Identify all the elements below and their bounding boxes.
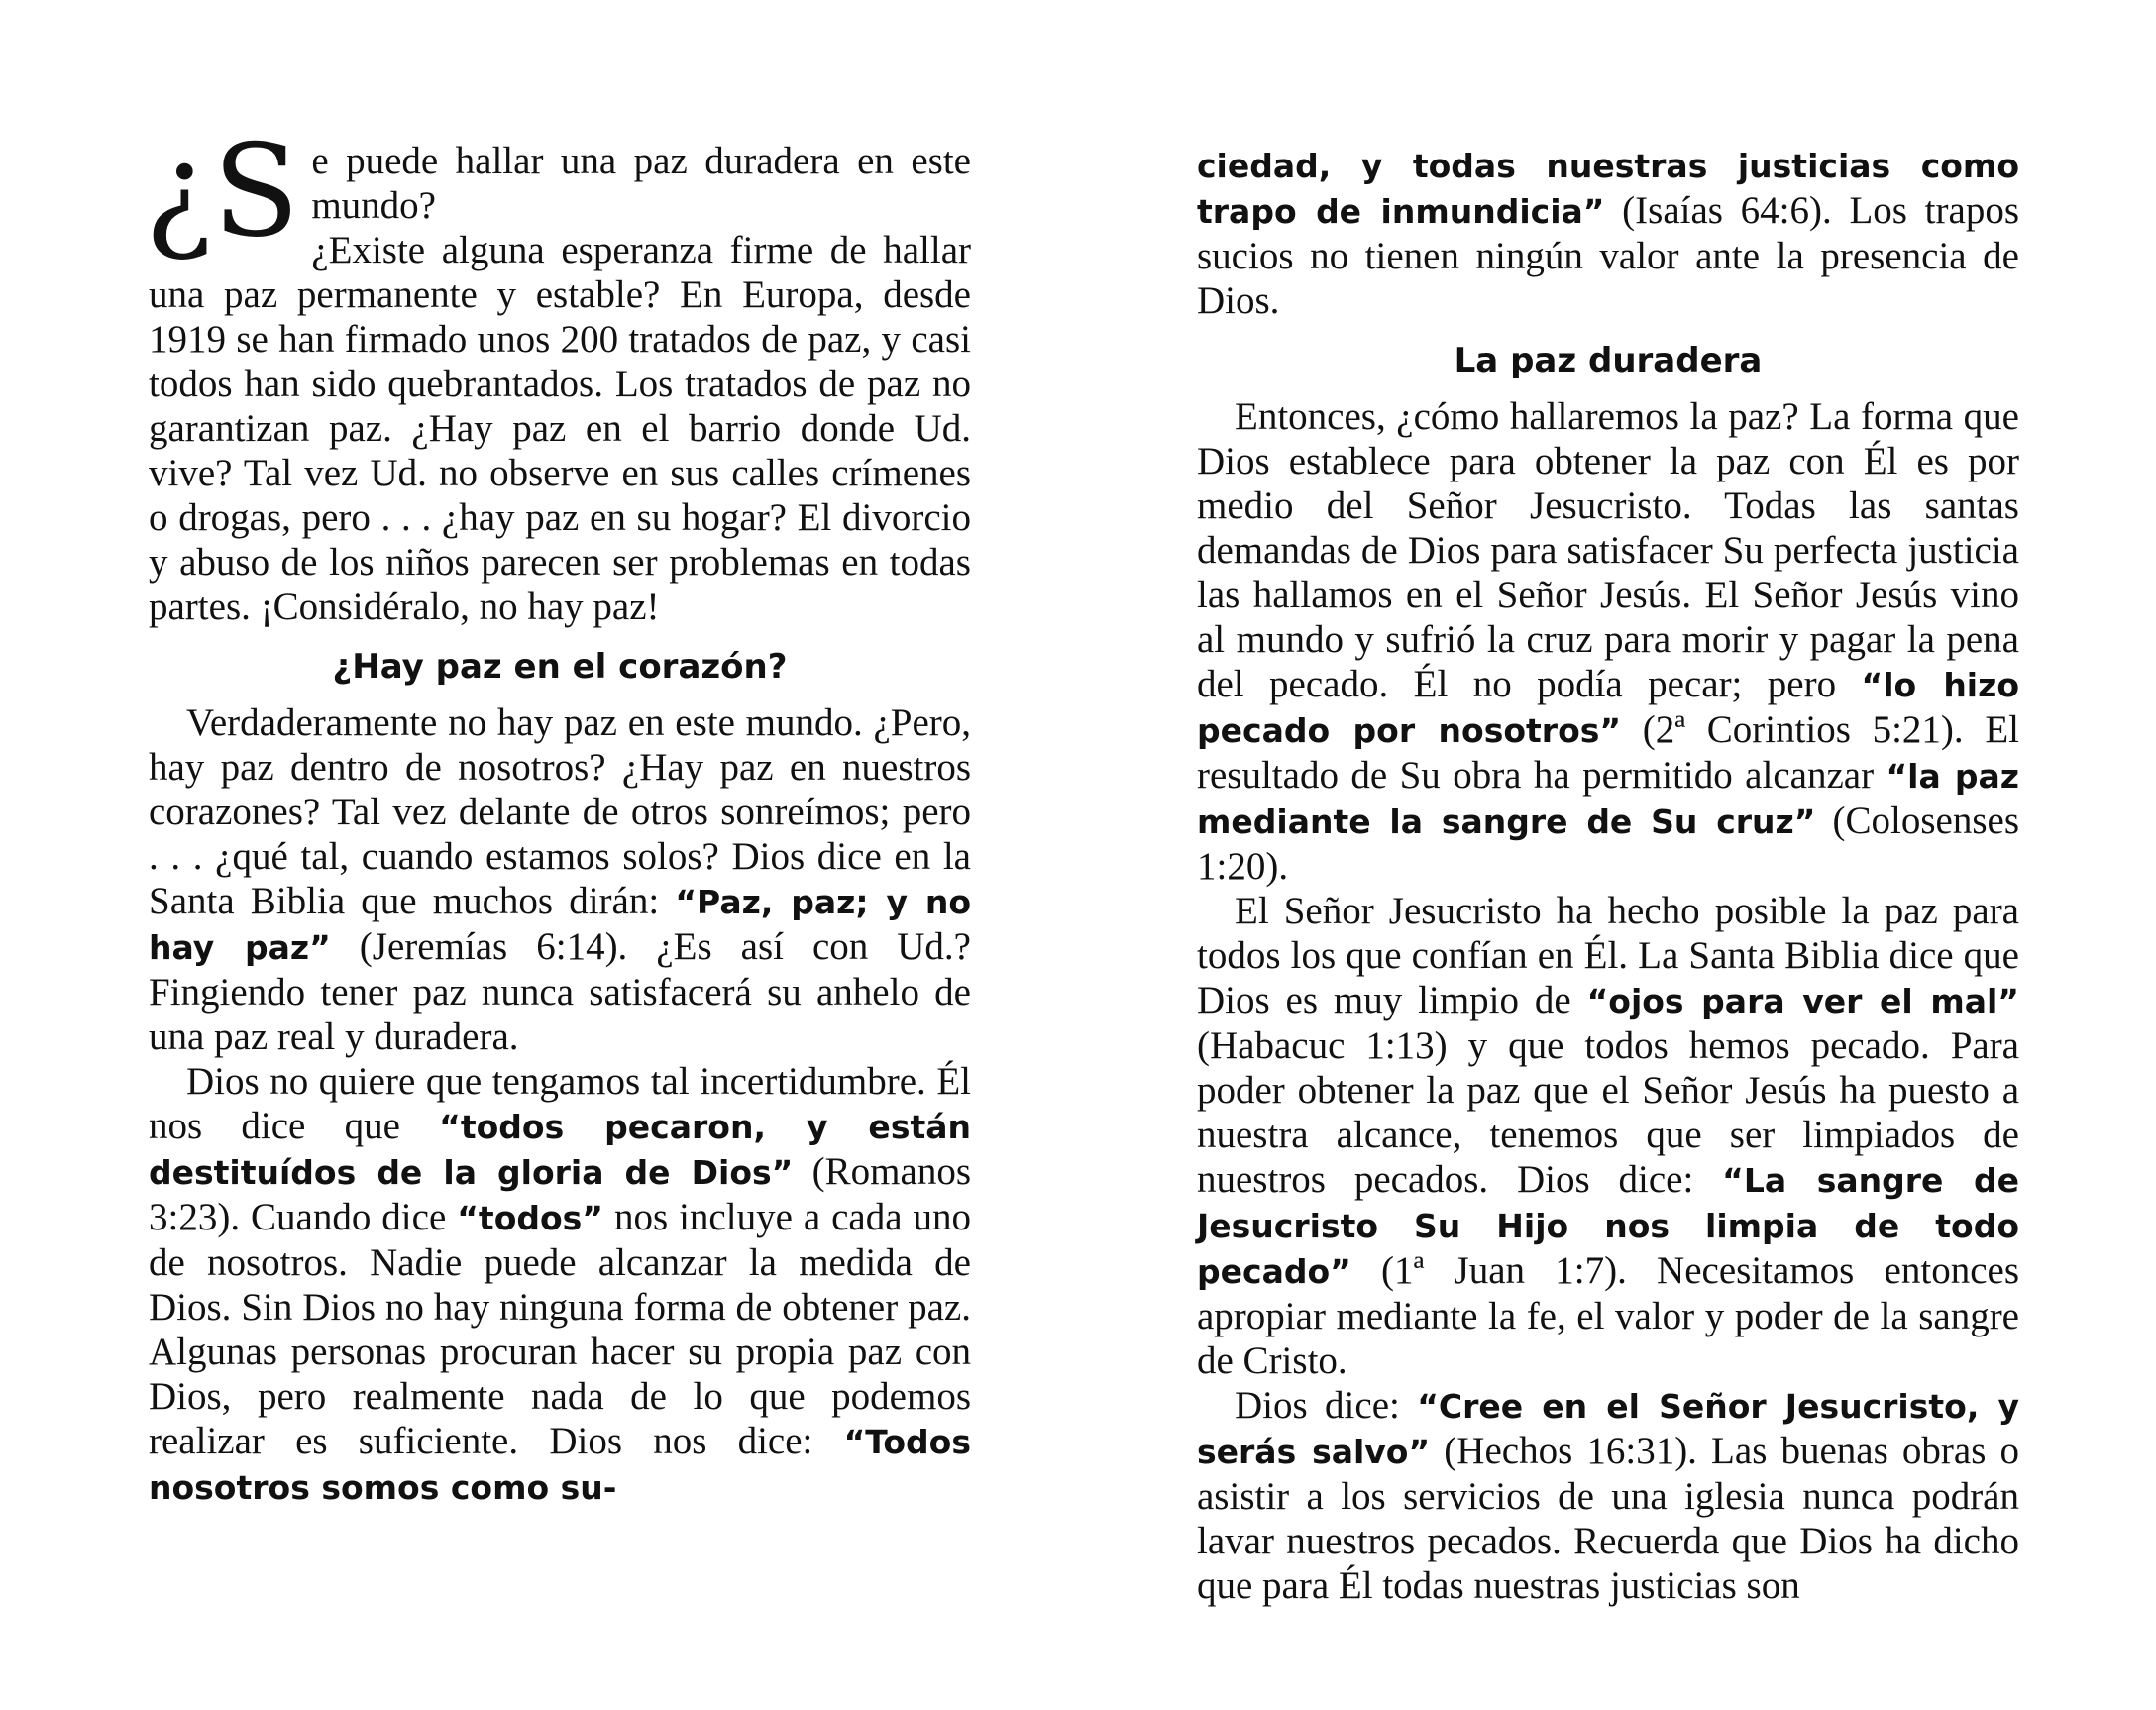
right-page — [1197, 143, 2019, 1608]
scripture-quote: “Todos nosotros somos como su- — [149, 1423, 971, 1507]
scripture-quote: “Paz, paz; y no hay paz” — [149, 883, 972, 967]
body-paragraph: Verdaderamente no hay paz en este mundo. ¿Pero, hay paz dentro de nosotros? ¿Hay paz en nuestros corazones? Tal vez delante de otros sonreímos; pero . . . ¿qué tal, cuando estamos solos? Dios dice en la Santa Biblia que muchos dirán: “Paz, paz; y no hay paz” (Jeremías 6:14). ¿Es así con Ud.? Fingiendo tener paz nunca satisfacerá su anhelo de una paz real y duradera. — [149, 701, 972, 1058]
scripture-quote: ciedad, y todas nuestras justicias como trapo de inmundicia” — [1197, 147, 2019, 231]
body-paragraph: El Señor Jesucristo ha hecho posible la paz para todos los que confían en Él. La Santa Biblia dice que Dios es muy limpio de “ojos para ver el mal” (Habacuc 1:13) y que todos hemos pecado. Para poder obtener la paz que el Señor Jesús ha puesto a nuestra alcance, tenemos que ser limpiados de nuestros pecados. Dios dice: “La sangre de Jesucristo Su Hijo nos limpia de todo pecado” (1ª Juan 1:7). Necesitamos entonces apropiar mediante la fe, el valor y poder de la sangre de Cristo. — [1197, 890, 2020, 1382]
scripture-quote: “todos” — [457, 1199, 603, 1237]
scripture-quote: “La sangre de Jesucristo Su Hijo nos limpia de todo pecado” — [1197, 1161, 2019, 1291]
left-page — [145, 118, 972, 1510]
continuation-paragraph: ciedad, y todas nuestras justicias como trapo de inmundicia” (Isaías 64:6). Los trapos sucios no tienen ningún valor ante la presencia de Dios. — [1197, 147, 2019, 322]
scripture-quote: “Cree en el Señor Jesucristo, y serás salvo” — [1197, 1387, 2020, 1471]
body-paragraph: Dios no quiere que tengamos tal incertidumbre. Él nos dice que “todos pecaron, y están destituídos de la gloria de Dios” (Romanos 3:23). Cuando dice “todos” nos incluye a cada uno de nosotros. Nadie puede alcanzar la medida de Dios. Sin Dios no hay ninguna forma de obtener paz. Algunas personas procuran hacer su propia paz con Dios, pero realmente nada de lo que podemos realizar es suficiente. Dios nos dice: “Todos nosotros somos como su- — [149, 1060, 971, 1507]
section-heading-corazon: ¿Hay paz en el corazón? — [332, 647, 788, 687]
drop-cap: ¿S — [145, 118, 300, 266]
body-paragraph: Entonces, ¿cómo hallaremos la paz? La forma que Dios establece para obtener la paz con Él es por medio del Señor Jesucristo. Todas las santas demandas de Dios para satisfacer Su perfecta justicia las hallamos en el Señor Jesús. El Señor Jesús vino al mundo y sufrió la cruz para morir y pagar la pena del pecado. Él no podía pecar; pero “lo hizo pecado por nosotros” (2ª Corintios 5:21). El resultado de Su obra ha permitido alcanzar “la paz mediante la sangre de Su cruz” (Colosenses 1:20). — [1197, 395, 2020, 888]
section-heading-paz-duradera: La paz duradera — [1454, 341, 1763, 380]
scripture-quote: “lo hizo pecado por nosotros” — [1197, 666, 2019, 750]
intro-rest-text: ¿Existe alguna esperanza firme de hallar una paz permanente y estable? En Europa, desde 1919 se han firmado unos 200 tratados de paz, y casi todos han sido quebrantados. Los tratados de paz no garantizan paz. ¿Hay paz en el barrio donde Ud. vive? Tal vez Ud. no observe en sus calles crímenes o drogas, pero . . . ¿hay paz en su hogar? El divorcio y abuso de los niños parecen ser problemas en todas partes. ¡Considéralo, no hay paz! — [149, 229, 971, 628]
intro-paragraph — [145, 118, 971, 629]
scripture-quote: “la paz mediante la sangre de Su cruz” — [1197, 757, 2020, 841]
intro-lead-text: e puede hallar una paz duradera en este mundo? — [311, 140, 971, 227]
body-paragraph: Dios dice: “Cree en el Señor Jesucristo, y serás salvo” (Hechos 16:31). Las buenas obras o asistir a los servicios de una iglesia nunca podrán lavar nuestros pecados. Recuerda que Dios ha dicho que para Él todas nuestras justicias son — [1197, 1384, 2020, 1607]
scripture-quote: “ojos para ver el mal” — [1586, 982, 2020, 1020]
scripture-quote: “todos pecaron, y están destituídos de la gloria de Dios” — [149, 1108, 971, 1192]
